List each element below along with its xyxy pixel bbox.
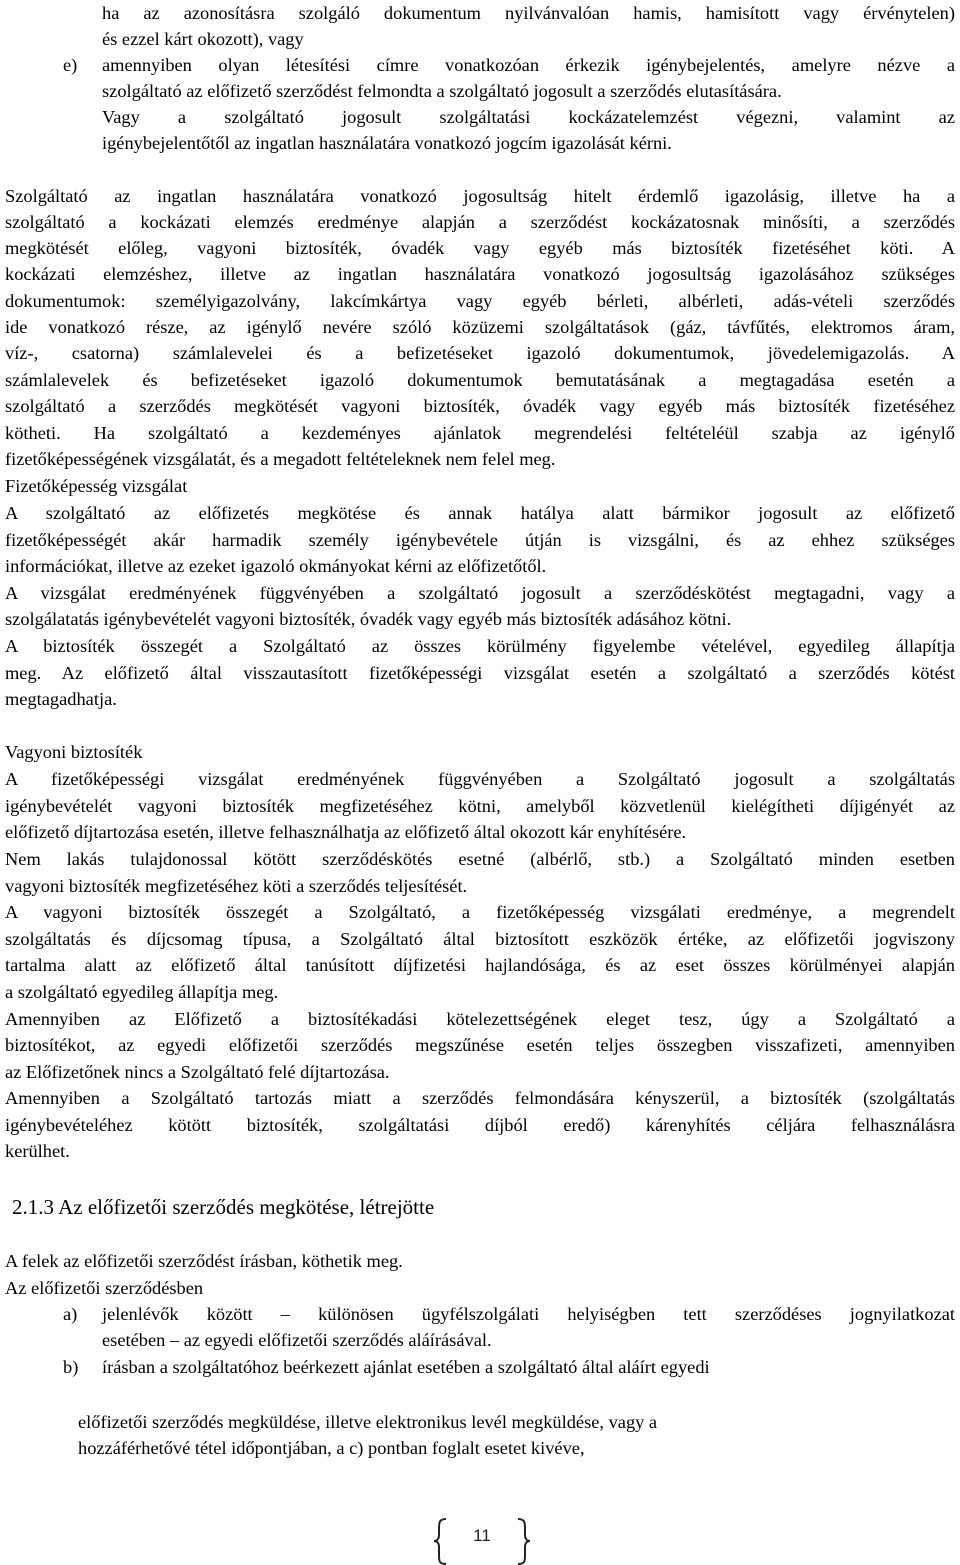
body-line: vagyoni biztosíték megfizetéséhez köti a szerződés teljesítését.	[5, 876, 468, 896]
item-e-marker: e)	[63, 55, 78, 75]
body-line: Az előfizetői szerződésben	[5, 1278, 204, 1298]
body-line: az Előfizetőnek nincs a Szolgáltató felé díjtartozása.	[5, 1062, 390, 1082]
section-title-fizetokepesseg: Fizetőképesség vizsgálat	[5, 476, 188, 496]
item-e-line-2: szolgáltató az előfizető szerződést felmondta a szolgáltató jogosult a szerződés elutasítására.	[102, 81, 782, 101]
body-line: A vagyoni biztosíték összegét a Szolgáltató, a fizetőképesség vizsgálati eredménye, a megrendelt	[5, 902, 955, 922]
body-line: igénybevételét vagyoni biztosíték megfizetéséhez kötni, amelyből közvetlenül kielégítheti díjigényét az	[5, 796, 955, 816]
body-line: előfizető díjtartozása esetén, illetve felhasználhatja az előfizető által okozott kár enyhítésére.	[5, 822, 687, 842]
body-line: Amennyiben az Előfizető a biztosítékadási kötelezettségének eleget tesz, úgy a Szolgáltató a	[5, 1009, 955, 1029]
item-a-line-2: esetében – az egyedi előfizetői szerződés aláírásával.	[102, 1330, 492, 1350]
body-line: szolgáltató a kockázati elemzés eredménye alapján a szerződést kockázatosnak minősíti, a szerződés	[5, 212, 955, 232]
body-line: kockázati elemzéshez, illetve az ingatlan használatára vonatkozó jogosultság igazolásához szükséges	[5, 264, 955, 284]
body-line: szolgálatatás igénybevételét vagyoni biztosíték, óvadék vagy egyéb más biztosíték adásához kötni.	[5, 609, 732, 629]
continuation-line-2: hozzáférhetővé tétel időpontjában, a c) pontban foglalt esetet kivéve,	[78, 1438, 585, 1458]
body-line: számlalevelek és befizetéseket igazoló dokumentumok bemutatásának a megtagadása esetén a	[5, 370, 955, 390]
body-line: megtagadhatja.	[5, 689, 117, 709]
body-line: a szolgáltató egyedileg állapítja meg.	[5, 982, 279, 1002]
body-line: megkötését előleg, vagyoni biztosíték, óvadék vagy egyéb más biztosíték fizetéséhet köti. A	[5, 238, 955, 258]
body-line: Szolgáltató az ingatlan használatára vonatkozó jogosultság hitelt érdemlő igazolásig, illetve ha a	[5, 186, 955, 206]
body-line: ide vonatkozó része, az igénylő nevére szóló közüzemi szolgáltatások (gáz, távfűtés, elektromos áram,	[5, 317, 955, 337]
body-line: szolgáltató a szerződés megkötését vagyoni biztosíték, óvadék vagy egyéb más biztosíték fizetéséhez	[5, 396, 955, 416]
body-line: fizetőképességét akár harmadik személy igénybevétele útján is vizsgálni, és az ehhez szükséges	[5, 530, 955, 550]
body-line: Amennyiben a Szolgáltató tartozás miatt a szerződés felmondására kényszerül, a biztosíték (szolgáltatás	[5, 1088, 955, 1108]
body-line: víz-, csatorna) számlalevelei és a befizetéseket igazoló dokumentumok, jövedelemigazolás. A	[5, 343, 955, 363]
item-e-line-3: Vagy a szolgáltató jogosult szolgáltatási kockázatelemzést végezni, valamint az	[102, 107, 955, 127]
body-line: igénybevételéhez kötött biztosíték, szolgáltatási díjból eredő) kárenyhítés céljára felhasználásra	[5, 1115, 955, 1135]
page-number: 11	[473, 1526, 491, 1545]
item-d-line-2: és ezzel kárt okozott), vagy	[102, 29, 304, 49]
body-line: biztosítékot, az egyedi előfizetői szerződés megszűnése esetén teljes összegben visszafizeti, amennyiben	[5, 1035, 955, 1055]
page-footer	[432, 1517, 532, 1565]
item-a-line-1: jelenlévők között – különösen ügyfélszolgálati helyiségben tett szerződéses jognyilatkozat	[102, 1304, 955, 1324]
body-line: kerülhet.	[5, 1141, 70, 1161]
body-line: A biztosíték összegét a Szolgáltató az összes körülmény figyelembe vételével, egyedileg állapítja	[5, 636, 955, 656]
item-e-line-4: igénybejelentőtől az ingatlan használatára vonatkozó jogcím igazolását kérni.	[102, 133, 672, 153]
body-line: A vizsgálat eredményének függvényében a szolgáltató jogosult a szerződéskötést megtagadni, vagy a	[5, 583, 955, 603]
body-line: fizetőképességének vizsgálatát, és a megadott feltételeknek nem felel meg.	[5, 449, 556, 469]
item-a-marker: a)	[63, 1304, 78, 1324]
body-line: A felek az előfizetői szerződést írásban, köthetik meg.	[5, 1251, 403, 1271]
continuation-line-1: előfizetői szerződés megküldése, illetve elektronikus levél megküldése, vagy a	[78, 1412, 658, 1432]
body-line: meg. Az előfizető által visszautasított fizetőképességi vizsgálat esetén a szolgáltató a szerződés kötést	[5, 663, 955, 683]
item-b-marker: b)	[63, 1357, 79, 1377]
item-d-line-1: ha az azonosításra szolgáló dokumentum nyilvánvalóan hamis, hamisított vagy érvénytelen)	[102, 3, 955, 23]
body-line: dokumentumok: személyigazolvány, lakcímkártya vagy egyéb bérleti, albérleti, adás-vételi szerződés	[5, 291, 955, 311]
section-heading: 2.1.3 Az előfizetői szerződés megkötése, létrejötte	[12, 1195, 435, 1219]
body-line: A fizetőképességi vizsgálat eredményének függvényében a Szolgáltató jogosult a szolgáltatás	[5, 769, 955, 789]
item-b-line-1: írásban a szolgáltatóhoz beérkezett ajánlat esetében a szolgáltató által aláírt egyedi	[102, 1357, 710, 1377]
section-title-vagyoni-biztositek: Vagyoni biztosíték	[5, 742, 143, 762]
item-e-line-1: amennyiben olyan létesítési címre vonatkozóan érkezik igénybejelentés, amelyre nézve a	[102, 55, 955, 75]
body-line: tartalma alatt az előfizető által tanúsított díjfizetési hajlandósága, és az eset összes körülményei alapján	[5, 955, 955, 975]
body-line: Nem lakás tulajdonossal kötött szerződéskötés esetné (albérlő, stb.) a Szolgáltató minden esetben	[5, 849, 955, 869]
body-line: kötheti. Ha szolgáltató a kezdeményes ajánlatok megrendelési feltételéül szabja az igénylő	[5, 423, 955, 443]
body-line: szolgáltatás és díjcsomag típusa, a Szolgáltató által biztosított eszközök értéke, az előfizetői jogviszony	[5, 929, 955, 949]
body-line: információkat, illetve az ezeket igazoló okmányokat kérni az előfizetőtől.	[5, 556, 547, 576]
body-line: A szolgáltató az előfizetés megkötése és annak hatálya alatt bármikor jogosult az előfizető	[5, 503, 955, 523]
